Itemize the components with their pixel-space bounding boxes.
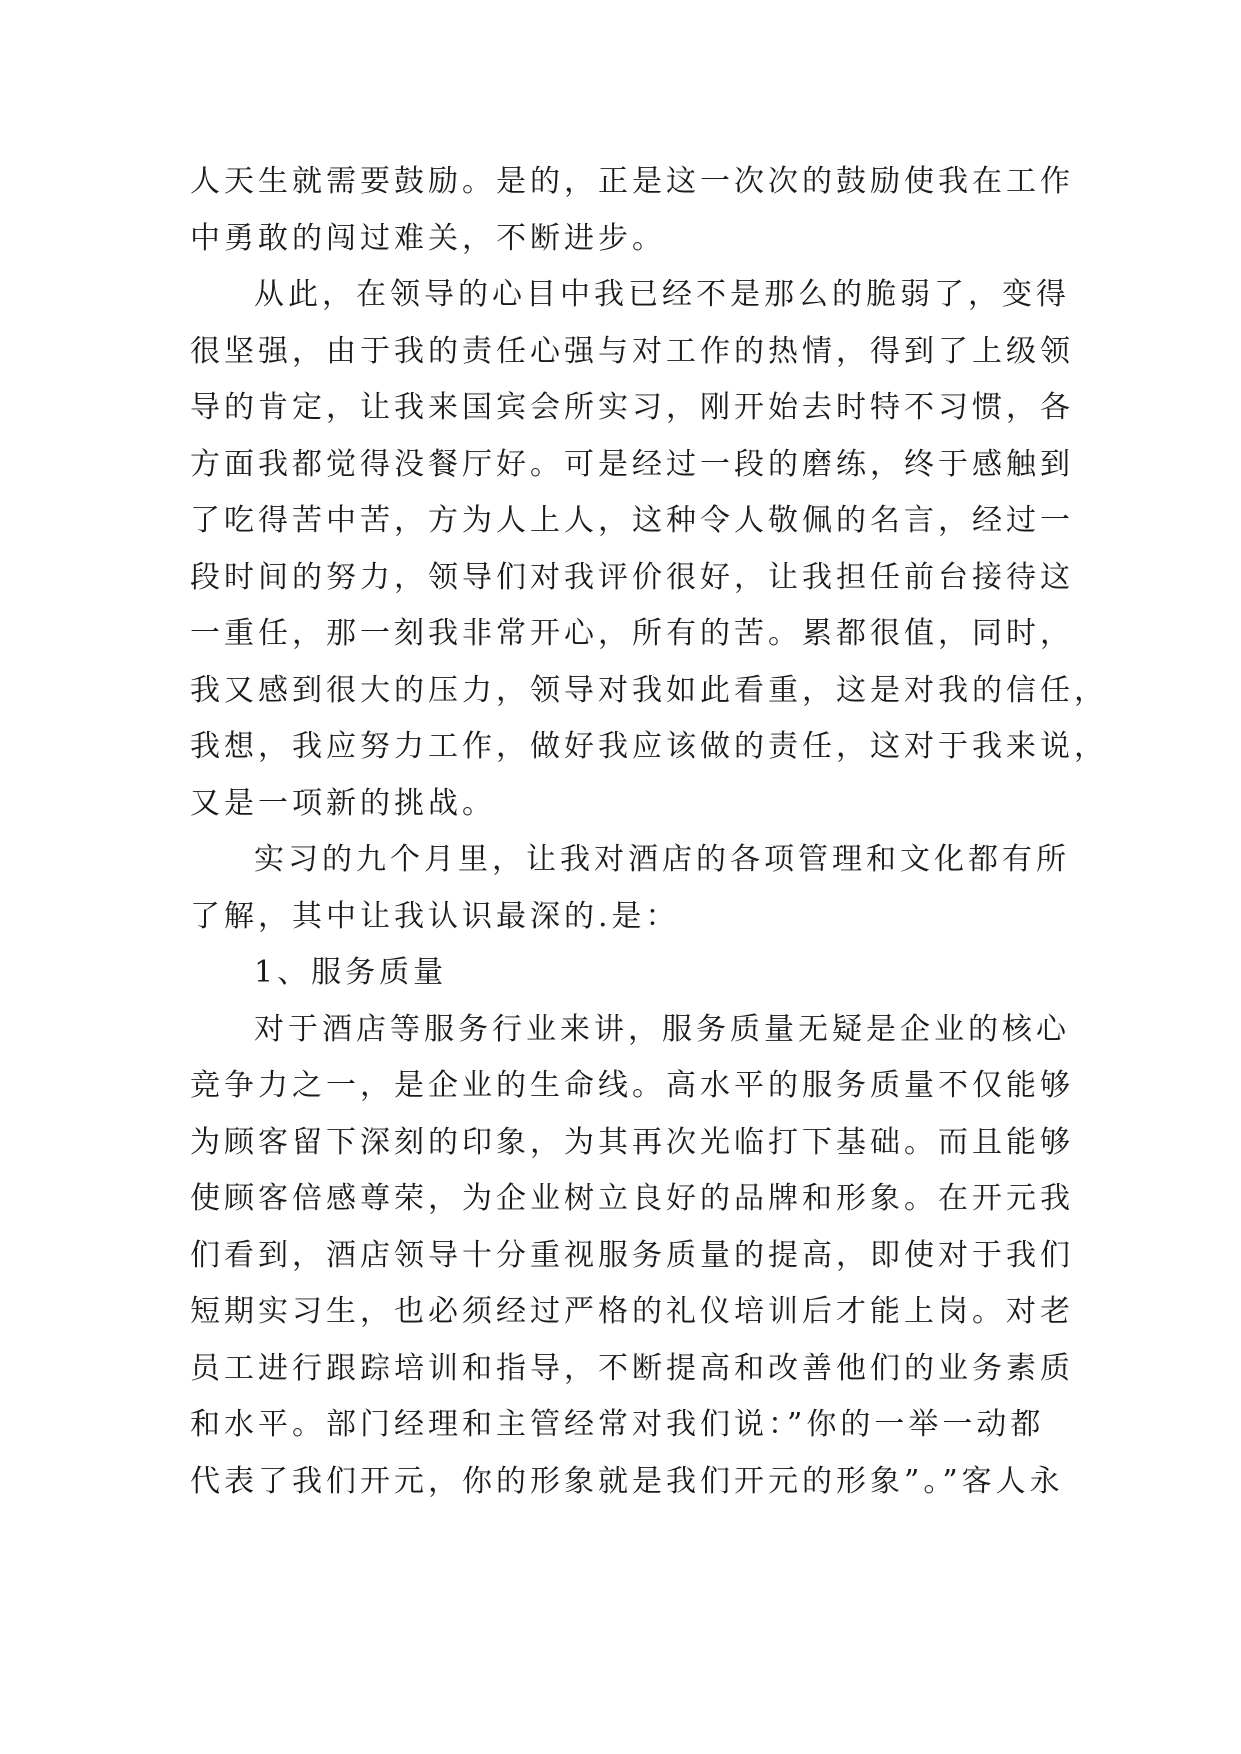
text-line: 很坚强，由于我的责任心强与对工作的热情，得到了上级领 <box>190 333 1074 369</box>
text-line: 中勇敢的闯过难关，不断进步。 <box>190 220 666 256</box>
text-line: 了解，其中让我认识最深的.是： <box>190 898 680 934</box>
text-line: 代表了我们开元，你的形象就是我们开元的形象”。”客人永 <box>190 1463 1064 1499</box>
paragraph-start-line: 实习的九个月里，让我对酒店的各项管理和文化都有所 <box>254 842 1070 877</box>
paragraph-start-line: 对于酒店等服务行业来讲，服务质量无疑是企业的核心 <box>254 1011 1070 1047</box>
text-line: 使顾客倍感尊荣，为企业树立良好的品牌和形象。在开元我 <box>190 1181 1074 1216</box>
text-line: 方面我都觉得没餐厅好。可是经过一段的磨练，终于感触到 <box>190 446 1074 482</box>
paragraph-start-line: 从此，在领导的心目中我已经不是那么的脆弱了，变得 <box>254 277 1070 312</box>
text-line: 竞争力之一，是企业的生命线。高水平的服务质量不仅能够 <box>190 1068 1074 1103</box>
text-line: 段时间的努力，领导们对我评价很好，让我担任前台接待这 <box>190 559 1074 595</box>
text-line: 员工进行跟踪培训和指导，不断提高和改善他们的业务素质 <box>190 1350 1074 1386</box>
text-line: 我又感到很大的压力，领导对我如此看重，这是对我的信任， <box>190 672 1108 708</box>
text-line: 了吃得苦中苦，方为人上人，这种令人敬佩的名言，经过一 <box>190 503 1074 538</box>
text-line: 和水平。部门经理和主管经常对我们说：”你的一举一动都 <box>190 1407 1045 1442</box>
text-line: 人天生就需要鼓励。是的，正是这一次次的鼓励使我在工作 <box>190 164 1074 199</box>
text-line: 短期实习生，也必须经过严格的礼仪培训后才能上岗。对老 <box>190 1294 1074 1329</box>
text-line: 我想，我应努力工作，做好我应该做的责任，这对于我来说， <box>190 729 1108 764</box>
text-line: 导的肯定，让我来国宾会所实习，刚开始去时特不习惯，各 <box>190 390 1074 425</box>
text-line: 为顾客留下深刻的印象，为其再次光临打下基础。而且能够 <box>190 1124 1074 1160</box>
text-line: 们看到，酒店领导十分重视服务质量的提高，即使对于我们 <box>190 1237 1074 1273</box>
text-line: 一重任，那一刻我非常开心，所有的苦。累都很值，同时， <box>190 616 1074 651</box>
section-heading: 1、服务质量 <box>254 955 448 990</box>
body-text <box>190 154 1108 1510</box>
text-line: 又是一项新的挑战。 <box>190 785 496 821</box>
